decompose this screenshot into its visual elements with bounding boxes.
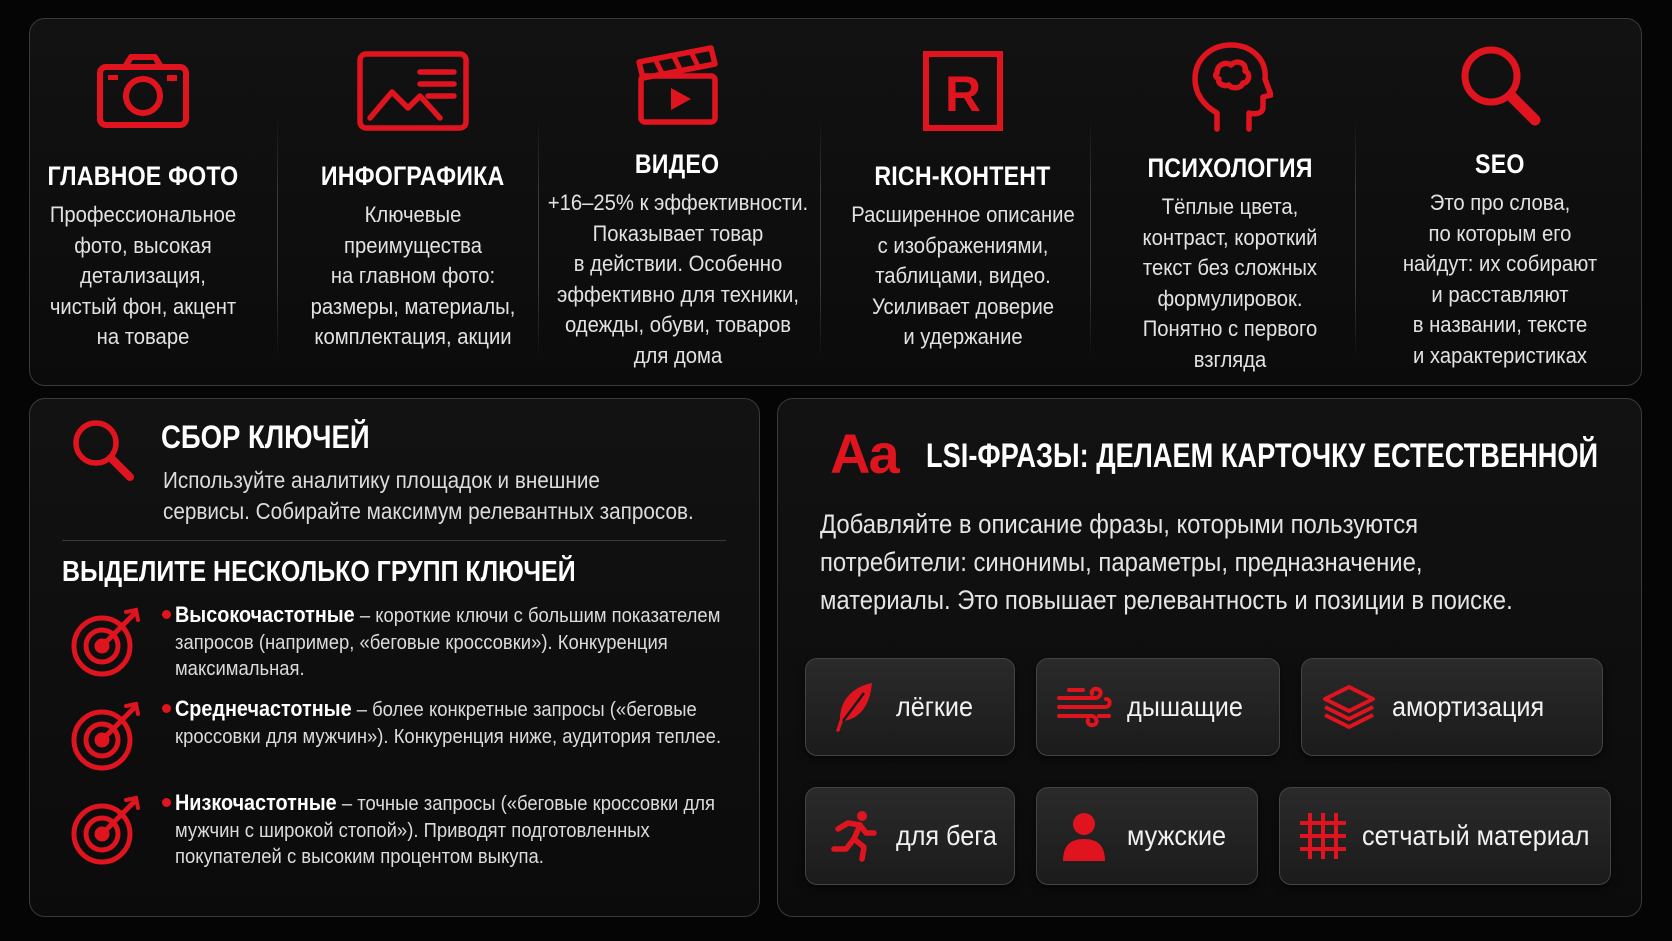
divider [820, 119, 821, 359]
divider [1355, 119, 1356, 359]
tag-label: мужские [1127, 820, 1227, 851]
groups-title: ВЫДЕЛИТЕ НЕСКОЛЬКО ГРУПП КЛЮЧЕЙ [62, 556, 576, 588]
divider [62, 540, 726, 541]
feature-description: Это про слова, по которым его найдут: их собирают и расставляют в названии, тексте и характеристиках [1402, 190, 1598, 368]
key-group-name: Высокочастотные [175, 602, 355, 627]
keys-description: Используйте аналитику площадок и внешние сервисы. Собирайте максимум релевантных запросов. [163, 467, 694, 524]
key-group-description: – более конкретные запросы («беговые кроссовки для мужчин»). Конкуренция ниже, аудитория теплее. [175, 698, 722, 748]
bullet [162, 798, 171, 807]
target-icon [70, 794, 144, 873]
feature-psychology [1105, 41, 1355, 371]
feature-description: Профессиональное фото, высокая детализация, чистый фон, акцент на товаре [49, 202, 237, 349]
tag-label: амортизация [1392, 691, 1545, 722]
tag-light [805, 658, 1015, 756]
key-group-text [175, 790, 751, 871]
tag-running [805, 787, 1015, 885]
tag-mesh [1279, 787, 1611, 885]
tag-label: для бега [896, 820, 997, 851]
target-icon [70, 700, 144, 779]
divider [538, 119, 539, 359]
feature-title: ГЛАВНОЕ ФОТО [47, 161, 239, 191]
feature-description: +16–25% к эффективности. Показывает товар в действии. Особенно эффективно для техники, одежды, обуви, товаров для дома [547, 190, 808, 368]
feature-description: Ключевые преимущества на главном фото: размеры, материалы, комплектация, акции [310, 202, 516, 349]
feather-icon [824, 681, 882, 733]
bullet [162, 610, 171, 619]
feature-description: Расширенное описание с изображениями, таблицами, видео. Усиливает доверие и удержание [850, 202, 1075, 349]
tag-breathable [1036, 658, 1280, 756]
target-icon [70, 606, 144, 685]
feature-title: ИНФОГРАФИКА [321, 161, 505, 191]
feature-title: RICH-КОНТЕНТ [874, 161, 1051, 191]
key-group-text [175, 696, 751, 750]
svg-text:R: R [944, 66, 981, 122]
divider [277, 119, 278, 359]
key-group-description: – короткие ключи с большим показателем запросов (например, «беговые кроссовки»). Конкуренция максимальная. [175, 604, 721, 680]
tag-label: лёгкие [896, 691, 974, 722]
font-aa-icon: Aa [830, 422, 898, 485]
divider [1090, 119, 1091, 359]
mesh-icon [1298, 811, 1348, 861]
key-group-name: Среднечастотные [175, 696, 352, 721]
camera-icon [95, 41, 191, 141]
feature-title: SEO [1475, 149, 1525, 179]
infographic-icon [356, 41, 470, 141]
bullet [162, 704, 171, 713]
feature-title: ПСИХОЛОГИЯ [1147, 153, 1313, 183]
lsi-description: Добавляйте в описание фразы, которыми пользуются потребители: синонимы, параметры, предназначение, материалы. Это повышает релевантность и позиции в поиске. [820, 509, 1513, 615]
feature-title: ВИДЕО [635, 149, 720, 179]
feature-main-photo [38, 41, 248, 371]
tag-mens [1036, 787, 1258, 885]
layers-icon [1320, 683, 1378, 731]
runner-icon [824, 809, 882, 863]
rich-r-icon [920, 41, 1006, 141]
tag-cushioning [1301, 658, 1603, 756]
keys-panel [29, 398, 760, 917]
features-panel [29, 18, 1642, 386]
head-brain-icon [1187, 41, 1273, 133]
magnifier-icon [70, 417, 136, 488]
feature-description: Тёплые цвета, контраст, короткий текст без сложных формулировок. Понятно с первого взгляда [1142, 194, 1318, 372]
feature-rich-content [830, 41, 1095, 371]
lsi-title: LSI-ФРАЗЫ: ДЕЛАЕМ КАРТОЧКУ ЕСТЕСТВЕННОЙ [926, 437, 1599, 475]
tag-label: дышащие [1127, 691, 1243, 722]
tag-label: сетчатый материал [1362, 820, 1590, 851]
magnifier-icon [1457, 41, 1543, 129]
person-icon [1055, 811, 1113, 861]
key-group-description: – точные запросы («беговые кроссовки для мужчин с широкой стопой»). Приводят подготовленных покупателей с высоким процентом выкупа. [175, 792, 716, 868]
feature-seo [1370, 41, 1630, 371]
key-group-text [175, 602, 751, 683]
clapperboard-icon [635, 41, 721, 129]
wind-icon [1055, 686, 1113, 728]
feature-infographic [298, 41, 528, 371]
feature-video [545, 41, 810, 371]
lsi-panel [777, 398, 1642, 917]
keys-title: СБОР КЛЮЧЕЙ [161, 419, 370, 455]
key-group-name: Низкочастотные [175, 790, 337, 815]
